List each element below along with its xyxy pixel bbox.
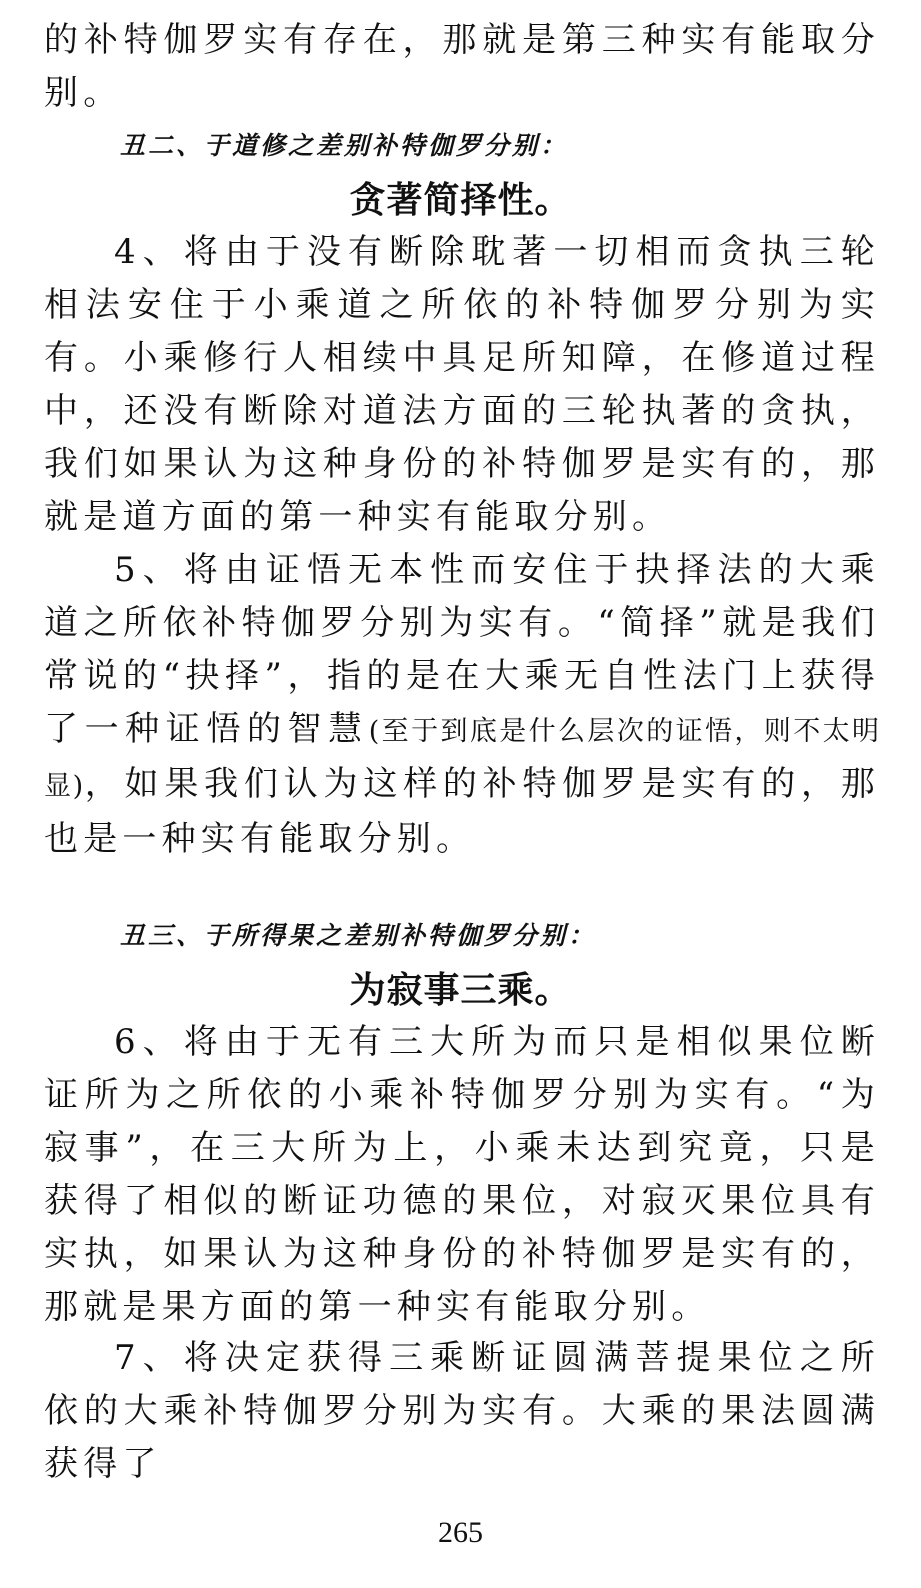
section-heading-3: 丑三、于所得果之差别补特伽罗分别：	[120, 921, 597, 950]
continuation-paragraph: 的补特伽罗实有存在，那就是第三种实有能取分别。	[44, 20, 880, 113]
paragraph-5	[44, 544, 880, 866]
page-number: 265	[438, 1516, 483, 1549]
paragraph-6: 6、将由于无有三大所为而只是相似果位断证所为之所依的小乘补特伽罗分别为实有。“为寂事”，在三大所为上，小乘未达到究竟，只是获得了相似的断证功德的果位，对寂灭果位具有实执，如果认为这种身份的补特伽罗是实有的，那就是果方面的第一种实有能取分别。	[44, 1022, 880, 1327]
paragraph-7: 7、将决定获得三乘断证圆满菩提果位之所依的大乘补特伽罗分别为实有。大乘的果法圆满获得了	[44, 1338, 880, 1484]
verse-line-2: 贪著简择性。	[349, 180, 572, 221]
section-heading-2: 丑二、于道修之差别补特伽罗分别：	[120, 131, 569, 160]
paragraph-4: 4、将由于没有断除耽著一切相而贪执三轮相法安住于小乘道之所依的补特伽罗分别为实有。小乘修行人相续中具足所知障，在修道过程中，还没有断除对道法方面的三轮执著的贪执，我们如果认为这种身份的补特伽罗是实有的，那就是道方面的第一种实有能取分别。	[44, 232, 880, 537]
verse-line-3: 为寂事三乘。	[349, 970, 572, 1011]
paragraph-5-main: 5、将由证悟无本性而安住于抉择法的大乘道之所依补特伽罗分别为实有。“简择”就是我们常说的“抉择”，指的是在大乘无自性法门上获得了一种证悟的智慧	[44, 550, 880, 749]
paragraph-5-end: ，如果我们认为这样的补特伽罗是实有的，那也是一种实有能取分别。	[44, 764, 880, 859]
paragraph-5-note: (至于到底是什么层次的证悟，则不太明显)	[44, 716, 880, 802]
